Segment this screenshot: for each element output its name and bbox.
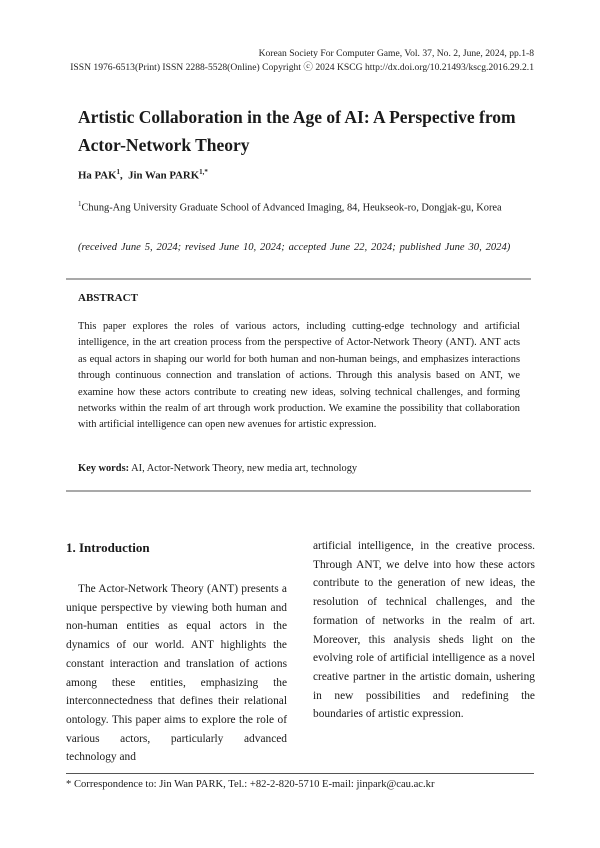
intro-right-column <box>313 537 535 724</box>
author-name: Jin Wan PARK <box>128 169 200 182</box>
author-affiliation-mark: 1,* <box>199 168 208 176</box>
keywords-label: Key words: <box>78 463 130 474</box>
section-heading-introduction: 1. Introduction <box>66 540 150 555</box>
journal-header-line2: ISSN 1976-6513(Print) ISSN 2288-5528(Online) Copyright ⓒ 2024 KSCG http://dx.doi.org/10.21493/kscg.2016.29.2.1 <box>70 62 534 73</box>
author-list: Ha PAK$^1$, Jin Wan $PARK^{1,*}$ <box>78 168 208 182</box>
correspondence-footnote: * Correspondence to: Jin Wan PARK, Tel.: +82-2-820-5710 E-mail: jinpark@cau.ac.kr <box>66 779 435 790</box>
intro-paragraph-continued: artificial intelligence, in the creative process. Through ANT, we delve into how these actors contribute to the generation of new ideas, the resolution of technical challenges, and the formation of networks in the realm of art. Moreover, this analysis sheds light on the evolving role of artificial intelligence as a novel creative partner in the artistic domain, ushering in new possibilities and redefining the boundaries of artistic expression. <box>313 540 535 721</box>
abstract-top-rule <box>66 278 531 280</box>
intro-left-column <box>66 580 287 767</box>
journal-header-line1: Korean Society For Computer Game, Vol. 37, No. 2, June, 2024, pp.1-8 <box>258 48 534 59</box>
footnote-rule <box>66 773 534 774</box>
paper-title: Artistic Collaboration in the Age of AI: A Perspective from Actor-Network Theory <box>78 107 516 155</box>
keywords <box>78 463 357 474</box>
author-affiliation-mark: 1 <box>116 168 120 176</box>
affiliation-mark: 1 <box>78 200 82 208</box>
author-name: Ha PAK <box>78 169 117 182</box>
affiliation-text: Chung-Ang University Graduate School of Advanced Imaging, 84, Heukseok-ro, Dongjak-gu, Korea <box>81 202 502 214</box>
abstract-body: This paper explores the roles of various actors, including cutting-edge technology and artificial intelligence, in the art creation process from the perspective of Actor-Network Theory (ANT). ANT acts as equal actors in shaping our world for both human and non-human beings, and emphasizes interactions through continuous connection and translation of actions. Through this analysis based on ANT, we examine how these actors contribute to creating new ideas, solving technical challenges, and forming networks within the realm of art through work production. We examine the possibility that collaboration with artificial intelligence can open new avenues for artistic expression. <box>78 321 520 431</box>
keywords-text: AI, Actor-Network Theory, new media art, technology <box>131 463 358 474</box>
abstract-bottom-rule <box>66 490 531 492</box>
intro-paragraph: The Actor-Network Theory (ANT) presents a unique perspective by viewing both human and non-human entities as equal actors in the dynamics of our world. ANT highlights the constant interaction and translation of actions among these entities, emphasizing the interconnectedness that defines their relational ontology. This paper aims to explore the role of various actors, particularly advanced technology and <box>66 583 287 764</box>
affiliation <box>78 195 518 217</box>
publication-dates: (received June 5, 2024; revised June 10, 2024; accepted June 22, 2024; published June 30, 2024) <box>78 242 511 253</box>
abstract-heading: ABSTRACT <box>78 292 138 304</box>
